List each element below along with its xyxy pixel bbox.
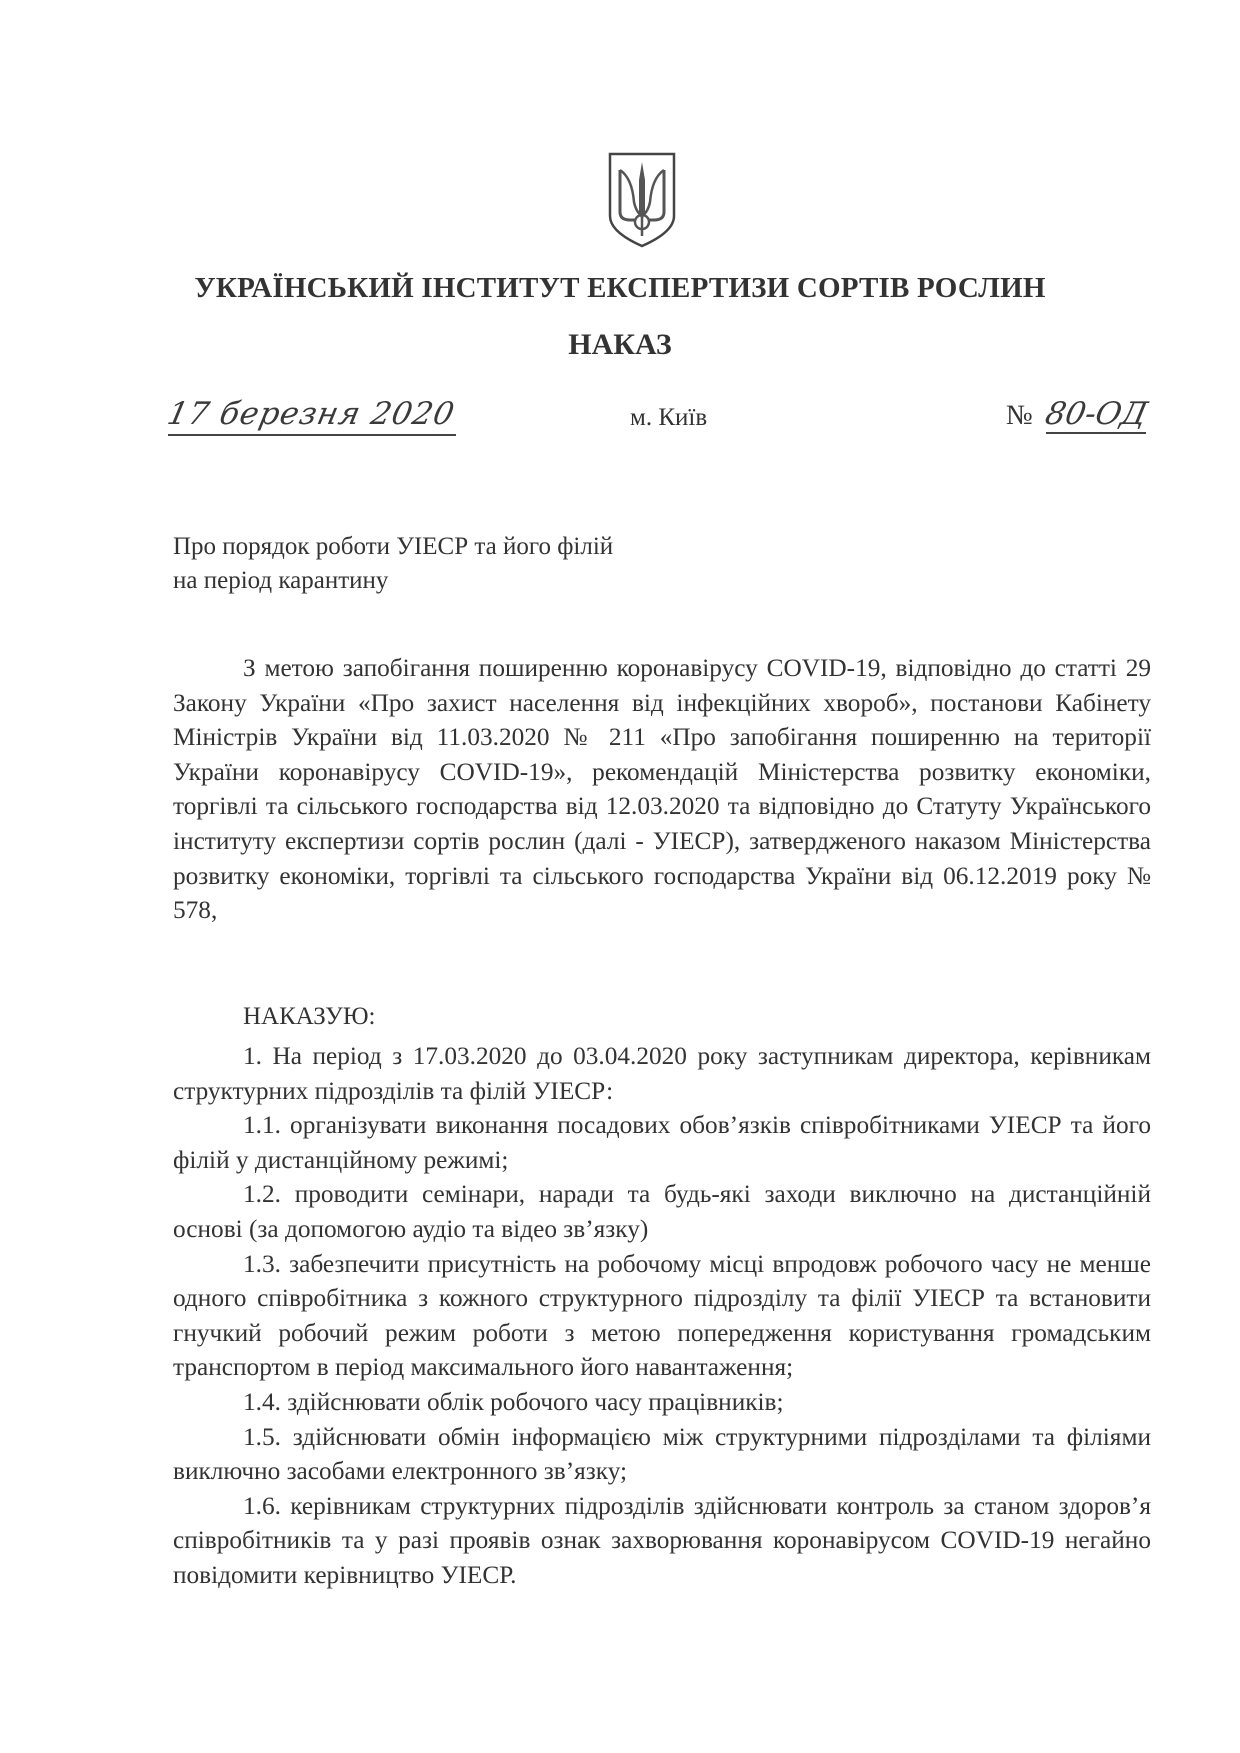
order-item: 1. На період з 17.03.2020 до 03.04.2020 року заступникам директора, керівникам структурних підрозділів та філій УІЕСР: (173, 1042, 1151, 1105)
organization-name: УКРАЇНСЬКИЙ ІНСТИТУТ ЕКСПЕРТИЗИ СОРТІВ РОСЛИН (194, 272, 1046, 304)
number-sign: № (1006, 400, 1033, 431)
order-item: 1.1. організувати виконання посадових обов’язків співробітниками УІЕСР та його філій у дистанційному режимі; (173, 1111, 1151, 1174)
order-item: 1.2. проводити семінари, наради та будь-які заходи виключно на дистанційній основі (за допомогою аудіо та відео зв’язку) (173, 1180, 1151, 1243)
document-type: НАКАЗ (568, 328, 672, 361)
order-item: 1.4. здійснювати облік робочого часу працівників; (243, 1387, 784, 1416)
coat-of-arms-icon (606, 150, 678, 250)
preamble-section (173, 651, 1151, 928)
order-item: 1.6. керівникам структурних підрозділів здійснювати контроль за станом здоров’я співробітників та у разі проявів ознак захворювання коронавірусом COVID-19 негайно повідомити керівництво УІЕСР. (173, 1491, 1151, 1589)
handwritten-order-number: 80-ОД (1042, 396, 1151, 432)
preamble-paragraph: З метою запобігання поширенню коронавірусу COVID-19, відповідно до статті 29 Закону України «Про захист населення від інфекційних хвороб», постанови Кабінету Міністрів України від 11.03.2020 № 211 «Про запобігання поширенню на території України коронавірусу COVID-19», рекомендацій Міністерства розвитку економіки, торгівлі та сільського господарства від 12.03.2020 та відповідно до Статуту Українського інституту експертизи сортів рослин (далі - УІЕСР), затвердженого наказом Міністерства розвитку економіки, торгівлі та сільського господарства України від 06.12.2019 року № 578, (173, 654, 1151, 925)
document-subject (173, 530, 613, 598)
city: м. Київ (630, 404, 708, 431)
order-items (173, 1039, 1151, 1593)
order-heading: НАКАЗУЮ: (243, 1003, 376, 1030)
number-underline (1046, 432, 1146, 434)
subject-line: Про порядок роботи УІЕСР та його філій (173, 533, 614, 560)
date-underline (168, 434, 456, 436)
order-item: 1.3. забезпечити присутність на робочому місці впродовж робочого часу не менше одного співробітника з кожного структурного підрозділу та філії УІЕСР та встановити гнучкий робочий режим роботи з метою попередження користування громадським транспортом в період максимального його навантаження; (173, 1249, 1151, 1382)
order-item: 1.5. здійснювати обмін інформацією між структурними підрозділами та філіями виключно засобами електронного зв’язку; (173, 1422, 1151, 1486)
handwritten-date: 17 березня 2020 (164, 396, 459, 432)
subject-line: на період карантину (173, 567, 389, 594)
